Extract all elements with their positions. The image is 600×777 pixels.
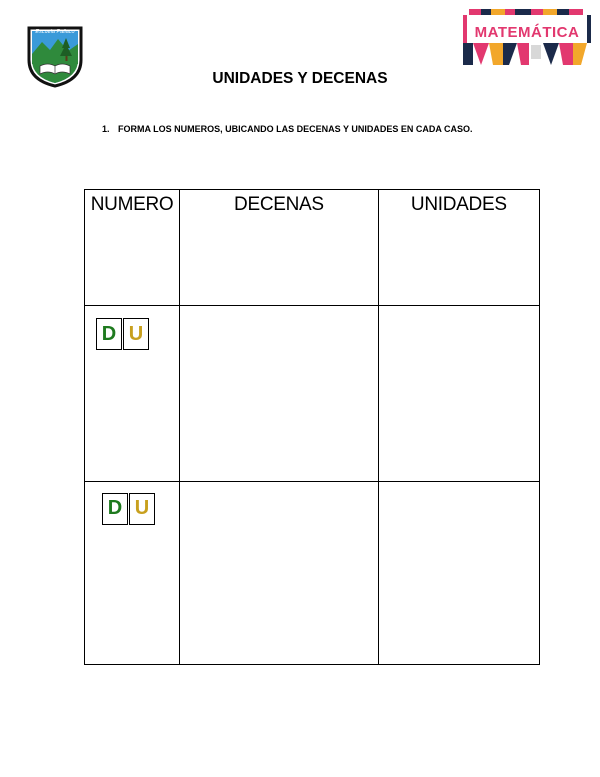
header-cell-decenas (180, 190, 378, 306)
matematica-banner-label: MATEMÁTICA (468, 22, 586, 43)
instruction-text: FORMA LOS NUMEROS, UBICANDO LAS DECENAS Y UNIDADES EN CADA CASO. (118, 124, 473, 134)
table-header-row (85, 190, 540, 306)
page-title: UNIDADES Y DECENAS (212, 70, 388, 87)
header-cell-numero (85, 190, 180, 306)
numero-cell (85, 481, 180, 664)
decenas-box[interactable]: D (96, 318, 122, 350)
decenas-box[interactable]: D (102, 493, 128, 525)
header-unidades: UNIDADES (410, 194, 507, 215)
unidades-box[interactable]: U (129, 493, 155, 525)
du-boxes (96, 318, 149, 350)
header-cell-unidades (378, 190, 539, 306)
unidades-cell[interactable] (378, 306, 539, 481)
unidades-cell[interactable] (378, 481, 539, 664)
instruction (102, 124, 473, 134)
table-row (85, 306, 540, 481)
instruction-number: 1. (102, 124, 110, 134)
unidades-box[interactable]: U (123, 318, 149, 350)
worksheet-table (84, 189, 540, 665)
table-row (85, 481, 540, 664)
decenas-cell[interactable] (180, 481, 378, 664)
logo-text: Escuela Pailaco (35, 29, 75, 35)
header-numero: NUMERO (90, 194, 174, 215)
decenas-cell[interactable] (180, 306, 378, 481)
header-decenas: DECENAS (234, 194, 324, 215)
du-boxes (102, 493, 155, 525)
numero-cell (85, 306, 180, 481)
